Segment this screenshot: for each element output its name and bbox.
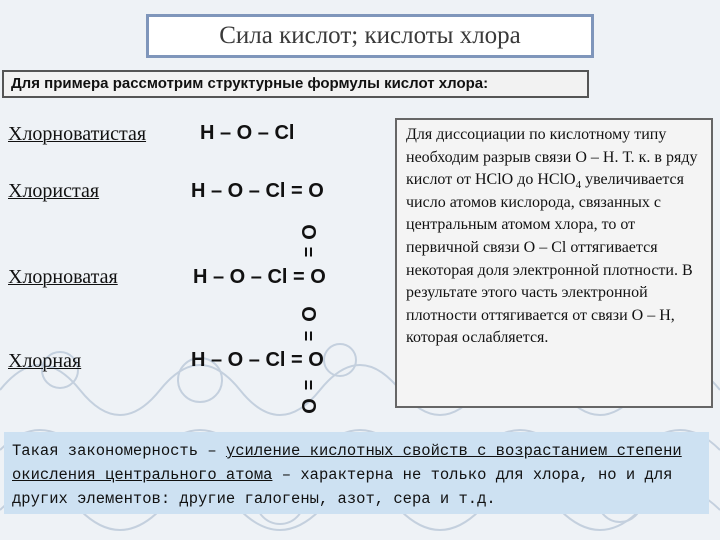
- intro-heading: Для примера рассмотрим структурные формулы кислот хлора:: [2, 70, 589, 98]
- acid-name-chlorous: Хлористая: [8, 180, 100, 202]
- explanation-box: [395, 118, 713, 408]
- explanation-subscript: 4: [575, 179, 582, 192]
- acid-name-perchloric: Хлорная: [8, 350, 82, 372]
- perchloric-bottom-double-bond: =: [298, 379, 318, 391]
- perchloric-top-double-bond: =: [298, 330, 318, 342]
- perchloric-top-oxygen: O: [297, 306, 319, 322]
- formula-chlorous: H – O – Cl = O: [191, 180, 324, 202]
- acid-name-hypochlorous: Хлорноватистая: [8, 123, 147, 145]
- formula-perchloric: H – O – Cl = O: [191, 349, 324, 371]
- conclusion-suffix: – характерна не только для хлора, но и для других элементов: другие галогены, азот, сера и т.д.: [12, 466, 673, 508]
- chloric-top-double-bond: =: [298, 246, 318, 258]
- formula-chloric: H – O – Cl = O: [193, 266, 326, 288]
- conclusion-box: [4, 432, 709, 514]
- acid-name-chloric: Хлорноватая: [8, 266, 118, 288]
- formula-hypochlorous: H – O – Cl: [200, 122, 295, 144]
- conclusion-prefix: Такая закономерность –: [12, 442, 226, 460]
- chloric-top-oxygen: O: [297, 224, 319, 240]
- conclusion-highlight: усиление кислотных свойств с возрастанием степени окисления центрального атома: [12, 442, 682, 484]
- slide-title: Сила кислот; кислоты хлора: [146, 14, 594, 58]
- explanation-text-part1: Для диссоциации по кислотному типу необходим разрыв связи O – H. Т. к. в ряду кислот от HClO до HClO: [406, 126, 698, 189]
- explanation-text-part2: увеличивается число атомов кислорода, связанных с центральным атомом хлора, то от первичной связи O – Cl оттягивается некоторая доля электронной плотности. В результате этого часть электронной плотности оттягивается от связи O – H, которая ослабляется.: [406, 171, 693, 347]
- perchloric-bottom-oxygen: O: [297, 398, 319, 414]
